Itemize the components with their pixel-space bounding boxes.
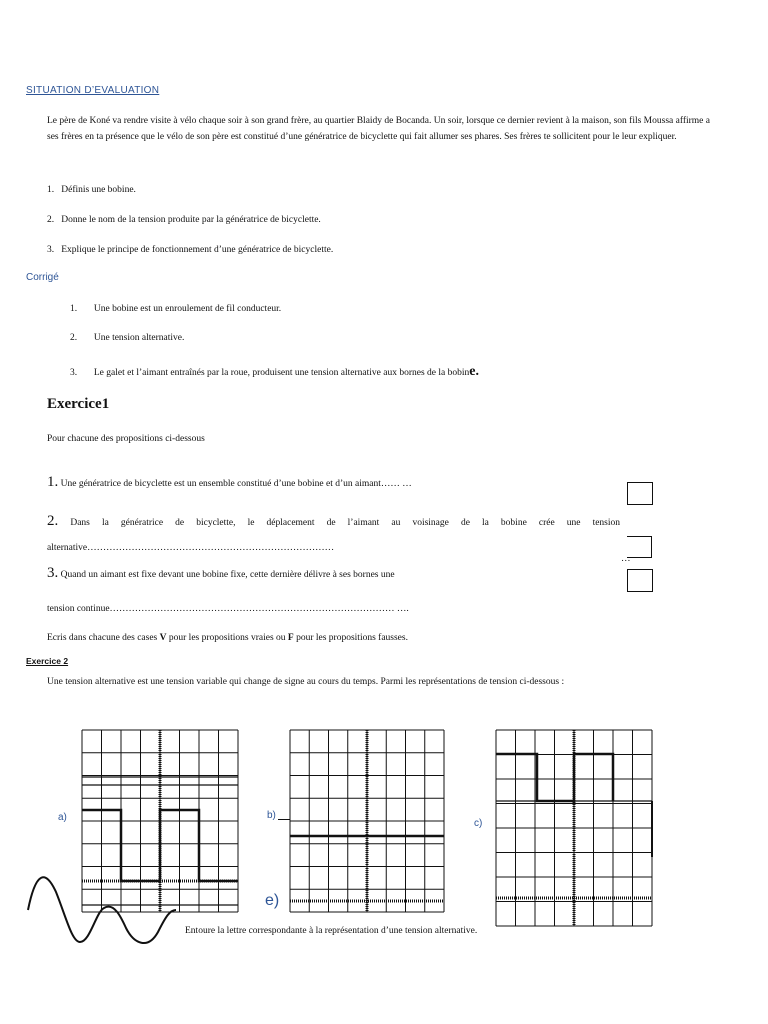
graph-b-grid xyxy=(290,730,444,912)
exercice2-title: Exercice 2 xyxy=(26,656,69,666)
situation-title: SITUATION D’EVALUATION xyxy=(26,85,160,96)
exercice2-text: Une tension alternative est une tension variable qui change de signe au cours du temps. Parmi les représentations de tension ci-dessous : xyxy=(47,677,565,687)
question-text: Donne le nom de la tension produite par la génératrice de bicyclette. xyxy=(61,215,321,225)
item-number: 2. xyxy=(47,513,59,529)
question-1 xyxy=(47,182,136,198)
instruction-mid: pour les propositions vraies ou xyxy=(166,633,288,643)
exercice1-instruction xyxy=(47,630,408,646)
exercice1-item-2 xyxy=(47,513,620,531)
exercice1-item-3 xyxy=(47,565,395,583)
instruction-v: V xyxy=(159,633,167,643)
exercice1-item-2-continuation: alternative…………………………………………………………………… xyxy=(47,543,335,553)
answer-text: Le galet et l’aimant entraînés par la roue, produisent une tension alternative aux bornes de la bobin xyxy=(93,368,470,378)
question-number: 1. xyxy=(47,185,55,195)
question-text: Explique le principe de fonctionnement d’une génératrice de bicyclette. xyxy=(61,245,334,255)
question-number: 2. xyxy=(47,215,55,225)
answer-3 xyxy=(70,364,479,381)
answer-text: Une tension alternative. xyxy=(93,333,185,343)
exercice2-instruction: Entoure la lettre correspondante à la représentation d’une tension alternative. xyxy=(185,926,478,936)
question-2 xyxy=(47,212,321,228)
graph-a-label[interactable]: a) xyxy=(58,812,67,823)
situation-text: Le père de Koné va rendre visite à vélo chaque soir à son grand frère, au quartier Blaidy de Bocanda. Un soir, lorsque ce dernier revient à la maison, son fils Moussa affirme a ses frères en ta présence que le vélo de son père est constitué d’une génératrice de bicyclette qui fait allumer ses phares. Ses frères te sollicitent pour le leur expliquer. xyxy=(47,116,710,142)
graph-c xyxy=(496,730,652,926)
answer-box-2[interactable] xyxy=(627,536,652,558)
answer-number: 1. xyxy=(70,304,78,314)
answer-text-tail: e. xyxy=(469,364,479,379)
answer-text: Une bobine est un enroulement de fil conducteur. xyxy=(93,304,282,314)
instruction-f: F xyxy=(287,633,294,643)
instruction-pre: Ecris dans chacune des cases xyxy=(47,633,160,643)
graph-e-sine xyxy=(26,872,186,947)
item-text: Dans la génératrice de bicyclette, le déplacement de l’aimant au voisinage de la bobine crée une tension xyxy=(70,518,621,528)
sine-curve xyxy=(28,877,176,943)
item-number: 1. xyxy=(47,474,59,490)
graph-c-label[interactable]: c) xyxy=(474,818,483,829)
exercice1-item-3-continuation: tension continue……………………………………………………………………………… …. xyxy=(47,604,409,614)
answer-2 xyxy=(70,330,184,346)
answer-number: 3. xyxy=(70,368,78,378)
item-text: Quand un aimant est fixe devant une bobine fixe, cette dernière délivre à ses bornes une xyxy=(60,570,395,580)
question-number: 3. xyxy=(47,245,55,255)
answer-box-3[interactable] xyxy=(627,569,653,592)
corrige-title: Corrigé xyxy=(26,272,59,283)
answer-box-2-dots: … xyxy=(621,554,631,564)
question-3 xyxy=(47,242,333,258)
graph-e-label[interactable]: e) xyxy=(265,892,280,909)
item-text: Une génératrice de bicyclette est un ensemble constitué d’une bobine et d’un aimant…… … xyxy=(60,479,412,489)
answer-1 xyxy=(70,301,281,317)
exercice1-title: Exercice1 xyxy=(47,396,110,412)
item-number: 3. xyxy=(47,565,59,581)
exercice1-item-1 xyxy=(47,474,412,492)
graph-b-label[interactable]: b) xyxy=(267,810,276,821)
graph-b xyxy=(290,730,444,912)
answer-number: 2. xyxy=(70,333,78,343)
exercice1-intro: Pour chacune des propositions ci-dessous xyxy=(47,434,205,444)
answer-box-1[interactable] xyxy=(627,482,653,505)
question-text: Définis une bobine. xyxy=(61,185,136,195)
instruction-post: pour les propositions fausses. xyxy=(293,633,408,643)
graph-b-label-underline xyxy=(278,819,290,820)
